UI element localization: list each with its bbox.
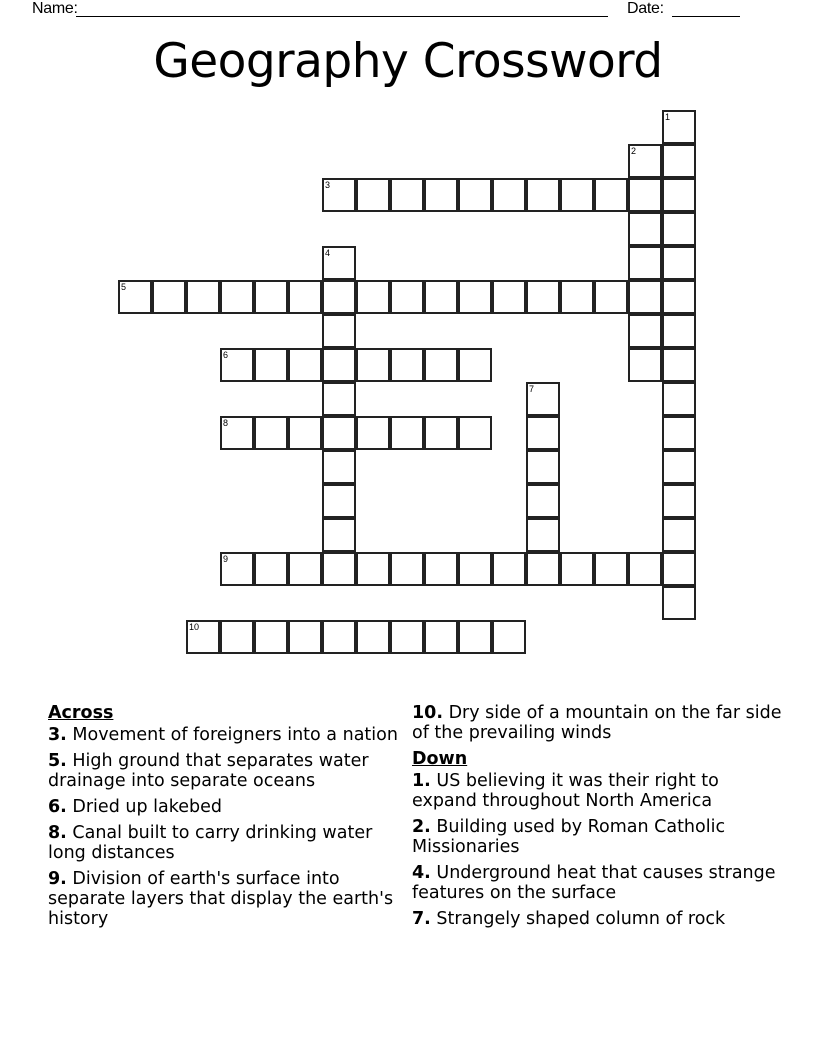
grid-cell[interactable] <box>322 484 356 518</box>
grid-cell[interactable] <box>424 620 458 654</box>
grid-cell[interactable] <box>662 348 696 382</box>
clue-text: Canal built to carry drinking water long distances <box>48 823 373 863</box>
grid-cell[interactable] <box>628 348 662 382</box>
grid-cell[interactable] <box>186 620 220 654</box>
grid-cell[interactable] <box>662 450 696 484</box>
grid-cell[interactable] <box>526 484 560 518</box>
clue-number: 4. <box>412 863 431 883</box>
grid-cell[interactable] <box>322 246 356 280</box>
grid-cell[interactable] <box>662 416 696 450</box>
grid-cell[interactable] <box>560 552 594 586</box>
clue-number: 1. <box>412 771 431 791</box>
grid-cell[interactable] <box>322 382 356 416</box>
grid-cell[interactable] <box>662 314 696 348</box>
clue-down-4 <box>412 863 782 903</box>
grid-cell[interactable] <box>492 620 526 654</box>
grid-cell[interactable] <box>390 280 424 314</box>
clue-text: High ground that separates water drainage into separate oceans <box>48 751 369 791</box>
grid-cell[interactable] <box>322 280 356 314</box>
clue-number-label: 6 <box>223 350 229 360</box>
grid-cell[interactable] <box>458 552 492 586</box>
grid-cell[interactable] <box>662 246 696 280</box>
clue-across-10 <box>412 703 782 743</box>
clue-number: 2. <box>412 817 431 837</box>
grid-cell[interactable] <box>288 552 322 586</box>
clue-number: 7. <box>412 909 431 929</box>
clue-across-8 <box>48 823 398 863</box>
grid-cell[interactable] <box>458 348 492 382</box>
clue-number-label: 3 <box>325 180 331 190</box>
clue-number: 5. <box>48 751 67 771</box>
name-field[interactable] <box>76 16 608 17</box>
clue-number-label: 2 <box>631 146 637 156</box>
grid-cell[interactable] <box>628 552 662 586</box>
clue-across-9 <box>48 869 398 929</box>
name-label: Name: <box>32 0 78 17</box>
grid-cell[interactable] <box>322 348 356 382</box>
grid-cell[interactable] <box>526 382 560 416</box>
clues-left-column <box>48 703 398 935</box>
grid-cell[interactable] <box>322 178 356 212</box>
grid-cell[interactable] <box>662 178 696 212</box>
grid-cell[interactable] <box>458 416 492 450</box>
grid-cell[interactable] <box>628 178 662 212</box>
grid-cell[interactable] <box>492 280 526 314</box>
grid-cell[interactable] <box>254 416 288 450</box>
clue-number-label: 4 <box>325 248 331 258</box>
grid-cell[interactable] <box>152 280 186 314</box>
grid-cell[interactable] <box>356 348 390 382</box>
grid-cell[interactable] <box>594 552 628 586</box>
grid-cell[interactable] <box>322 552 356 586</box>
page-title: Geography Crossword <box>153 34 663 89</box>
grid-cell[interactable] <box>322 620 356 654</box>
date-label: Date: <box>627 0 664 17</box>
clue-text: Dried up lakebed <box>66 797 222 817</box>
grid-cell[interactable] <box>390 552 424 586</box>
grid-cell[interactable] <box>254 620 288 654</box>
clue-number: 9. <box>48 869 67 889</box>
grid-cell[interactable] <box>288 348 322 382</box>
grid-cell[interactable] <box>628 144 662 178</box>
grid-cell[interactable] <box>254 348 288 382</box>
clue-number: 10. <box>412 703 444 723</box>
grid-cell[interactable] <box>322 416 356 450</box>
grid-cell[interactable] <box>662 212 696 246</box>
grid-cell[interactable] <box>424 178 458 212</box>
grid-cell[interactable] <box>662 280 696 314</box>
grid-cell[interactable] <box>220 348 254 382</box>
clue-text: Movement of foreigners into a nation <box>66 725 398 745</box>
grid-cell[interactable] <box>492 552 526 586</box>
grid-cell[interactable] <box>390 620 424 654</box>
down-heading: Down <box>412 749 468 769</box>
grid-cell[interactable] <box>526 178 560 212</box>
grid-cell[interactable] <box>220 620 254 654</box>
clue-text: Underground heat that causes strange features on the surface <box>412 863 776 903</box>
clue-across-5 <box>48 751 398 791</box>
grid-cell[interactable] <box>458 620 492 654</box>
grid-cell[interactable] <box>526 416 560 450</box>
grid-cell[interactable] <box>526 280 560 314</box>
grid-cell[interactable] <box>560 280 594 314</box>
grid-cell[interactable] <box>322 314 356 348</box>
clue-down-7 <box>412 909 782 929</box>
grid-cell[interactable] <box>628 314 662 348</box>
grid-cell[interactable] <box>390 348 424 382</box>
grid-cell[interactable] <box>662 552 696 586</box>
grid-cell[interactable] <box>220 416 254 450</box>
grid-cell[interactable] <box>118 280 152 314</box>
grid-cell[interactable] <box>560 178 594 212</box>
grid-cell[interactable] <box>390 416 424 450</box>
grid-cell[interactable] <box>594 280 628 314</box>
grid-cell[interactable] <box>526 552 560 586</box>
clue-text: Building used by Roman Catholic Missionaries <box>412 817 726 857</box>
grid-cell[interactable] <box>288 416 322 450</box>
clue-text: Strangely shaped column of rock <box>430 909 726 929</box>
grid-cell[interactable] <box>628 280 662 314</box>
grid-cell[interactable] <box>628 246 662 280</box>
grid-cell[interactable] <box>288 280 322 314</box>
grid-cell[interactable] <box>424 552 458 586</box>
clue-text: Dry side of a mountain on the far side of the prevailing winds <box>412 703 782 743</box>
grid-cell[interactable] <box>322 450 356 484</box>
grid-cell[interactable] <box>356 620 390 654</box>
clue-text: US believing it was their right to expand throughout North America <box>412 771 719 811</box>
grid-cell[interactable] <box>628 212 662 246</box>
grid-cell[interactable] <box>526 450 560 484</box>
clue-number-label: 8 <box>223 418 229 428</box>
grid-cell[interactable] <box>492 178 526 212</box>
grid-cell[interactable] <box>662 518 696 552</box>
across-heading: Across <box>48 703 114 723</box>
grid-cell[interactable] <box>254 280 288 314</box>
grid-cell[interactable] <box>220 552 254 586</box>
grid-cell[interactable] <box>288 620 322 654</box>
clue-number: 8. <box>48 823 67 843</box>
grid-cell[interactable] <box>254 552 288 586</box>
grid-cell[interactable] <box>458 280 492 314</box>
clue-number: 6. <box>48 797 67 817</box>
clue-across-6 <box>48 797 398 817</box>
grid-cell[interactable] <box>424 280 458 314</box>
grid-cell[interactable] <box>458 178 492 212</box>
grid-cell[interactable] <box>662 586 696 620</box>
grid-cell[interactable] <box>356 416 390 450</box>
clue-text: Division of earth's surface into separate layers that display the earth's history <box>48 869 394 929</box>
grid-cell[interactable] <box>526 518 560 552</box>
grid-cell[interactable] <box>220 280 254 314</box>
grid-cell[interactable] <box>356 552 390 586</box>
clue-number-label: 7 <box>529 384 535 394</box>
grid-cell[interactable] <box>424 348 458 382</box>
clue-down-1 <box>412 771 782 811</box>
clue-number: 3. <box>48 725 67 745</box>
clue-number-label: 10 <box>189 622 200 632</box>
clue-across-3 <box>48 725 398 745</box>
grid-cell[interactable] <box>390 178 424 212</box>
grid-cell[interactable] <box>662 110 696 144</box>
date-field[interactable] <box>672 16 740 17</box>
grid-cell[interactable] <box>322 518 356 552</box>
grid-cell[interactable] <box>662 484 696 518</box>
clue-number-label: 9 <box>223 554 229 564</box>
clue-number-label: 1 <box>665 112 671 122</box>
clue-down-2 <box>412 817 782 857</box>
grid-cell[interactable] <box>594 178 628 212</box>
grid-cell[interactable] <box>424 416 458 450</box>
grid-cell[interactable] <box>186 280 220 314</box>
grid-cell[interactable] <box>356 280 390 314</box>
grid-cell[interactable] <box>356 178 390 212</box>
clue-number-label: 5 <box>121 282 127 292</box>
grid-cell[interactable] <box>662 382 696 416</box>
clues-right-column <box>412 703 782 935</box>
grid-cell[interactable] <box>662 144 696 178</box>
